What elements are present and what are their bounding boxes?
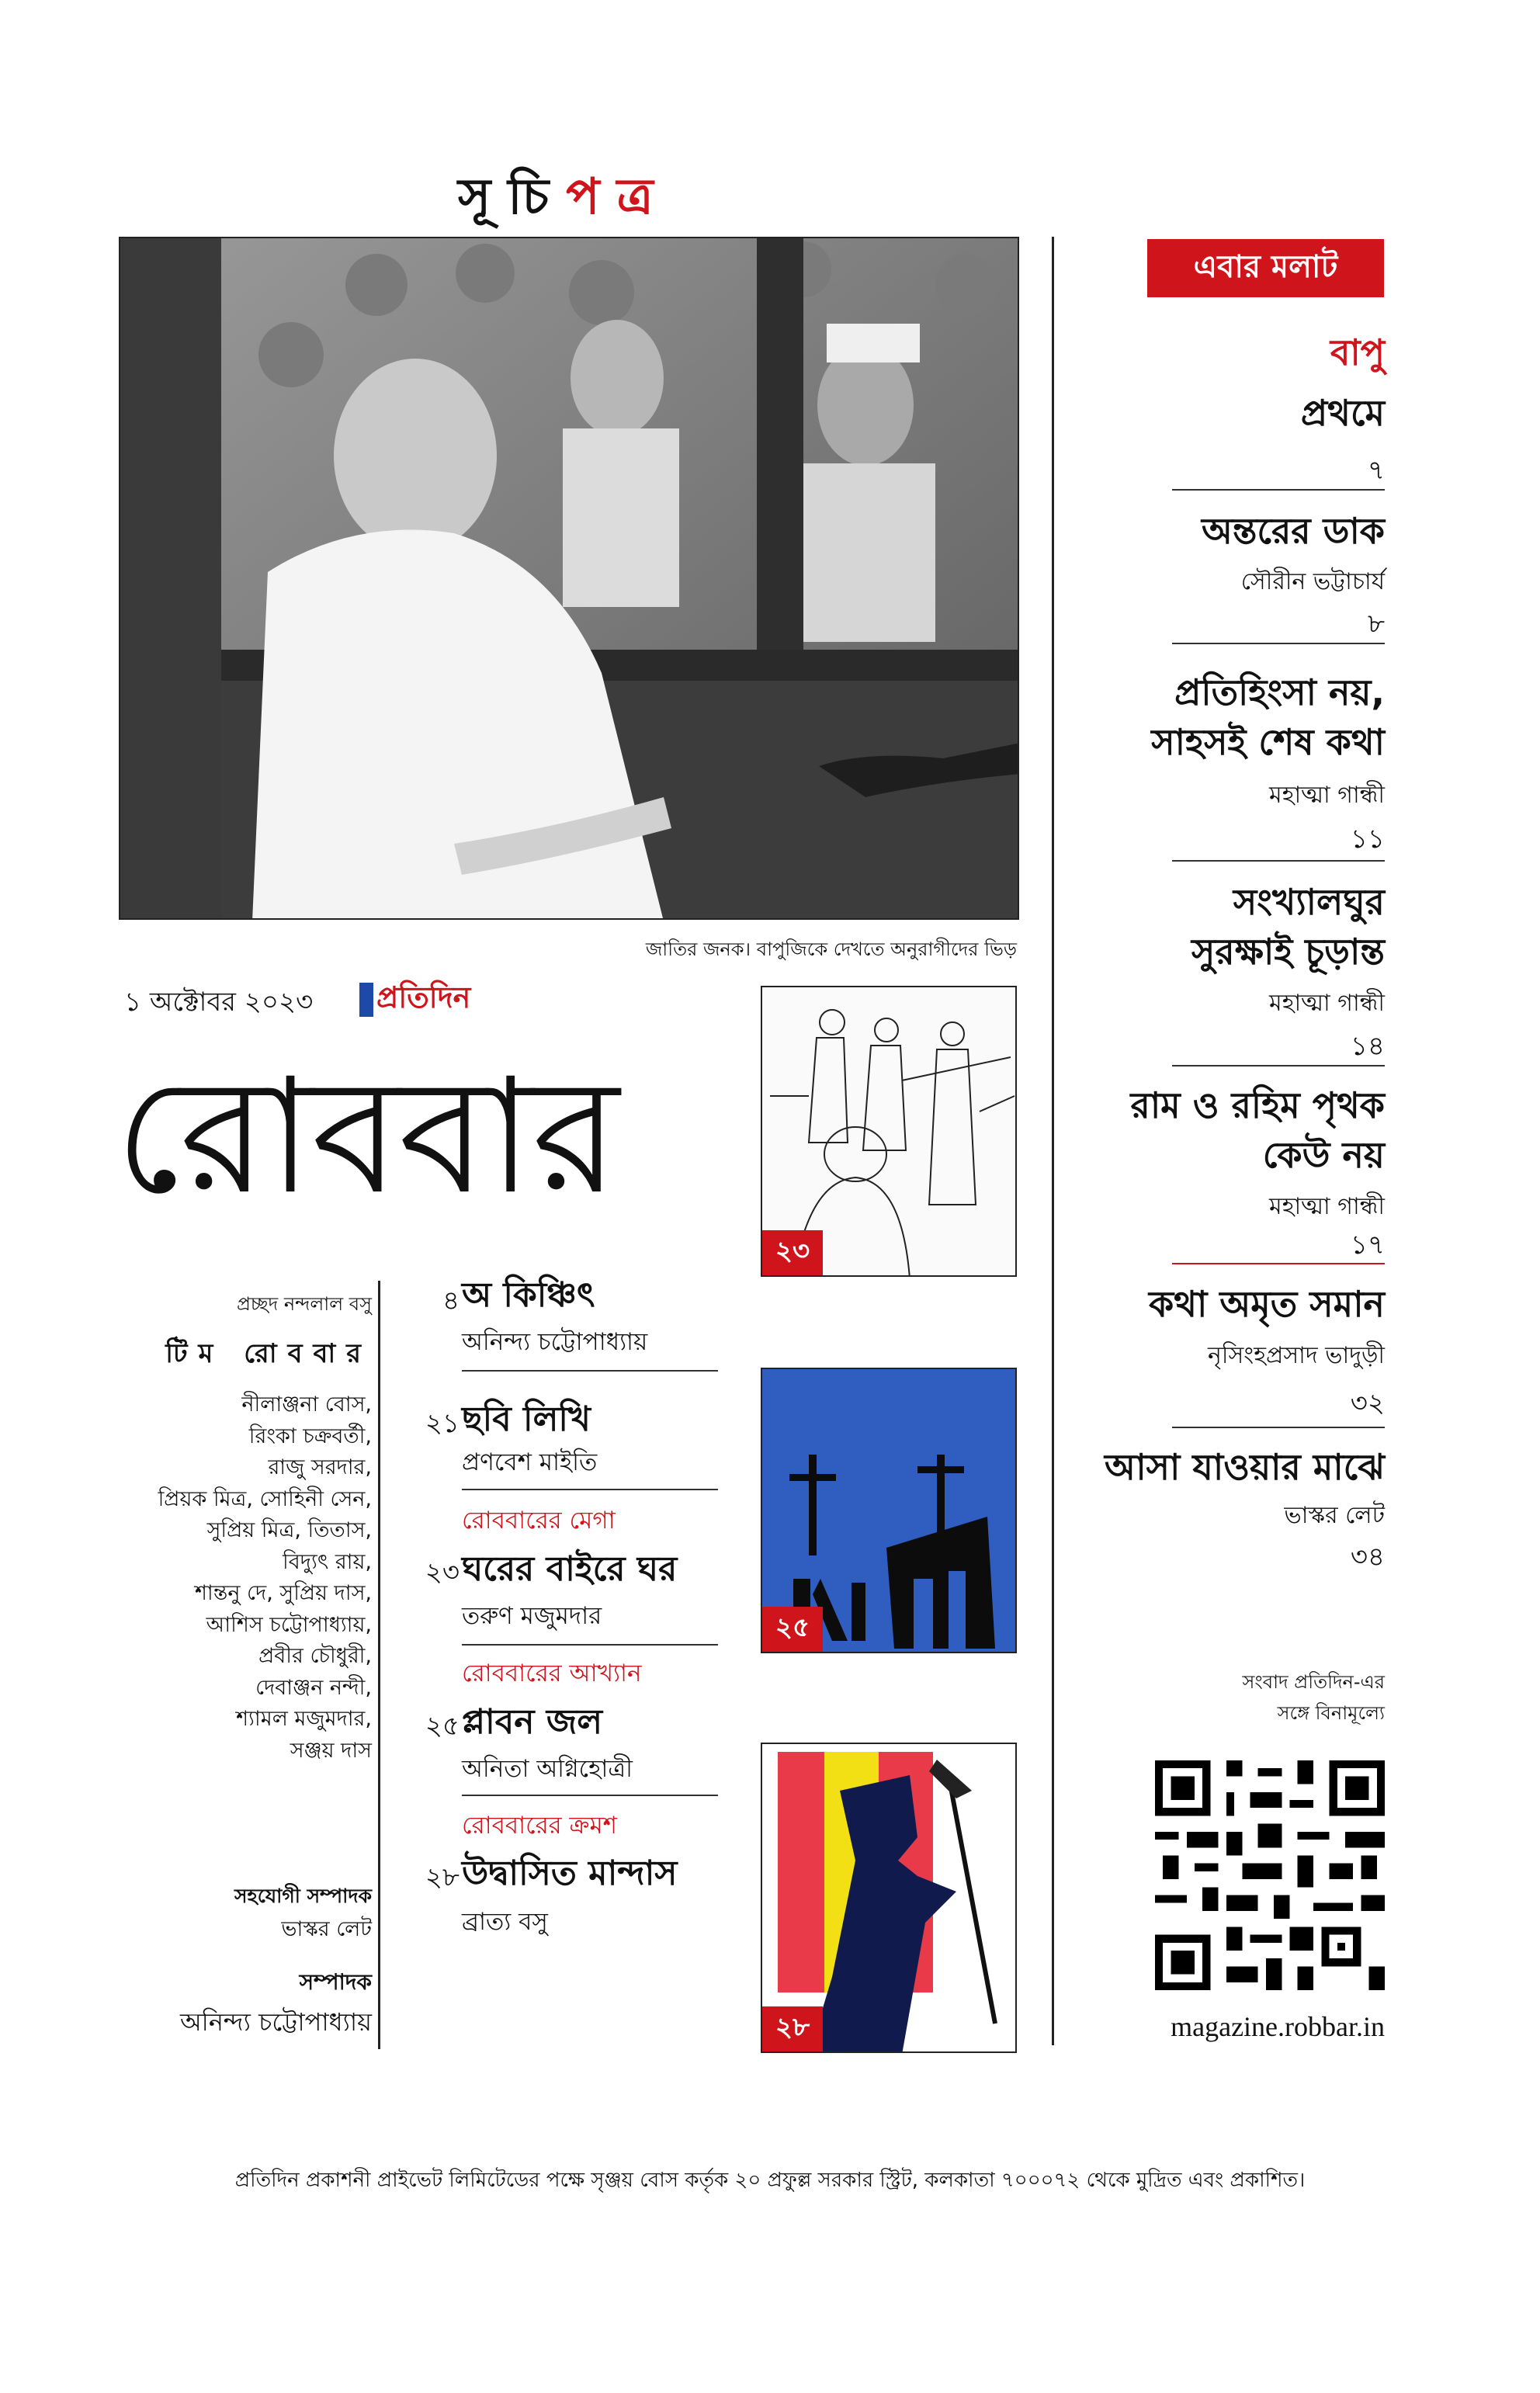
qr-note-line: সংবাদ প্রতিদিন-এর <box>1242 1671 1385 1693</box>
team-member: আশিস চট্টোপাধ্যায়, <box>206 1612 372 1637</box>
cover-item-title: রাম ও রহিম পৃথক <box>1130 1084 1385 1126</box>
cover-photo <box>119 237 1019 920</box>
cover-credit: প্রচ্ছদ নন্দলাল বসু <box>236 1293 372 1315</box>
column-divider <box>1052 237 1054 2045</box>
content-author: অনিতা অগ্নিহোত্রী <box>462 1755 633 1783</box>
brand-logo <box>359 980 470 1020</box>
cover-item-author: মহাত্মা গান্ধী <box>1269 1193 1385 1220</box>
divider <box>462 1489 718 1490</box>
cover-item-page: ৮ <box>1367 609 1385 640</box>
cover-item-page: ১১ <box>1350 824 1385 855</box>
cover-item-title-line2: সাহসই শেষ কথা <box>1151 721 1385 763</box>
cover-item-author: সৌরীন ভট্টাচার্য <box>1240 568 1385 595</box>
thumbnail-page-badge: ২৫ <box>762 1607 823 1652</box>
team-member: প্রিয়ক মিত্র, সোহিনী সেন, <box>158 1486 372 1511</box>
cover-item-author: ভাস্কর লেট <box>1284 1502 1385 1529</box>
cover-item-page: ৩২ <box>1350 1388 1385 1419</box>
team-member: সঞ্জয় দাস <box>290 1738 372 1763</box>
cover-section-heading: বাপু <box>1330 331 1385 373</box>
content-page-number: ২৩ <box>425 1557 460 1588</box>
thumbnail-page-badge: ২৮ <box>762 2006 823 2051</box>
magazine-url[interactable]: magazine.robbar.in <box>1171 2011 1385 2042</box>
photo-caption: জাতির জনক। বাপুজিকে দেখতে অনুরাগীদের ভিড় <box>645 938 1017 960</box>
team-member: রাজু সরদার, <box>268 1455 372 1479</box>
cover-item-title: সংখ্যালঘুর <box>1233 881 1385 923</box>
team-member: নীলাঞ্জনা বোস, <box>241 1392 372 1417</box>
content-section-label: রোববারের আখ্যান <box>462 1659 642 1687</box>
thumbnail-collage <box>761 1743 1017 2053</box>
thumbnail-sketch <box>761 986 1017 1277</box>
team-member: দেবাঞ্জন নন্দী, <box>255 1675 372 1700</box>
divider <box>462 1370 718 1372</box>
cover-item-author: মহাত্মা গান্ধী <box>1269 782 1385 809</box>
title-part-2: পত্র <box>566 168 671 226</box>
editor-name: অনিন্দ্য চট্টোপাধ্যায় <box>179 2007 372 2037</box>
qr-code-icon <box>1155 1760 1385 1990</box>
masthead-title: রোববার <box>115 1045 618 1229</box>
content-author: ব্রাত্য বসু <box>462 1908 548 1936</box>
cover-item-title: প্রতিহিংসা নয়, <box>1174 671 1385 713</box>
team-member: বিদ্যুৎ রায়, <box>283 1549 372 1574</box>
content-page-number: ২৮ <box>425 1862 460 1893</box>
credits-divider <box>378 1281 380 2049</box>
cover-item-page: ১৪ <box>1350 1031 1385 1062</box>
content-title: ঘরের বাইরে ঘর <box>462 1549 678 1589</box>
brand-name: প্রতিদিন <box>376 980 471 1014</box>
page-title <box>458 159 671 242</box>
brand-emblem-icon <box>359 983 373 1017</box>
thumbnail-page-badge: ২৩ <box>762 1230 823 1275</box>
cover-item-title: কথা অমৃত সমান <box>1149 1283 1385 1325</box>
divider <box>1172 643 1385 644</box>
divider <box>1172 1427 1385 1428</box>
qr-note-line: সঙ্গে বিনামূল্যে <box>1277 1702 1385 1724</box>
content-author: প্রণবেশ মাইতি <box>462 1448 598 1476</box>
content-section-label: রোববারের মেগা <box>462 1507 616 1535</box>
associate-editor-label: সহযোগী সম্পাদক <box>234 1885 372 1907</box>
divider <box>462 1644 718 1646</box>
cover-item-page: ৭ <box>1367 455 1385 486</box>
issue-date: ১ অক্টোবর ২০২৩ <box>124 987 314 1018</box>
team-title: টিম রোববার <box>165 1338 372 1369</box>
cover-item-title: অন্তরের ডাক <box>1201 510 1385 552</box>
content-section-label: রোববারের ক্রমশ <box>462 1812 618 1840</box>
divider <box>1172 1065 1385 1066</box>
cover-item-page: ১৭ <box>1350 1229 1385 1261</box>
content-title: অ কিঞ্চিৎ <box>462 1275 595 1315</box>
team-member: রিংকা চক্রবর্তী, <box>248 1424 372 1448</box>
editor-label: সম্পাদক <box>299 1969 372 1995</box>
team-member: সুপ্রিয় মিত্র, তিতাস, <box>206 1518 372 1542</box>
associate-editor-name: ভাস্কর লেট <box>281 1917 372 1941</box>
cover-item-title-line2: সুরক্ষাই চূড়ান্ত <box>1191 931 1385 973</box>
team-member: শান্তনু দে, সুপ্রিয় দাস, <box>194 1581 372 1605</box>
content-title: ছবি লিখি <box>462 1399 591 1439</box>
cover-item-title-line2: কেউ নয় <box>1262 1134 1385 1176</box>
cover-item-title: প্রথমে <box>1300 392 1385 434</box>
thumbnail-painting <box>761 1368 1017 1653</box>
content-title: উদ্বাসিত মান্দাস <box>462 1854 678 1893</box>
team-list <box>158 1389 372 1767</box>
team-member: শ্যামল মজুমদার, <box>236 1707 372 1731</box>
divider <box>462 1795 718 1796</box>
team-member: প্রবীর চৌধুরী, <box>258 1644 372 1668</box>
content-title: প্লাবন জল <box>462 1702 603 1742</box>
cover-item-author: নৃসিংহপ্রসাদ ভাদুড়ী <box>1207 1342 1385 1369</box>
divider <box>1172 860 1385 862</box>
cover-item-page: ৩৪ <box>1350 1542 1385 1573</box>
content-author: তরুণ মজুমদার <box>462 1602 602 1630</box>
title-part-1: সূচি <box>458 168 567 226</box>
cover-item-author: মহাত্মা গান্ধী <box>1269 990 1385 1017</box>
publisher-imprint: প্রতিদিন প্রকাশনী প্রাইভেট লিমিটেডের পক্ষে সৃঞ্জয় বোস কর্তৃক ২০ প্রফুল্ল সরকার স্ট্রিট, কলকাতা ৭০০০৭২ থেকে মুদ্রিত এবং প্রকাশিত। <box>234 2169 1306 2192</box>
content-page-number: ২১ <box>425 1408 460 1439</box>
cover-item-title: আসা যাওয়ার মাঝে <box>1104 1446 1385 1488</box>
qr-code[interactable] <box>1155 1760 1385 1990</box>
divider <box>1172 489 1385 491</box>
qr-note <box>1243 1666 1385 1729</box>
divider <box>1172 1263 1385 1264</box>
content-author: অনিন্দ্য চট্টোপাধ্যায় <box>462 1328 648 1356</box>
content-page-number: ৪ <box>442 1285 460 1316</box>
content-page-number: ২৫ <box>425 1711 460 1742</box>
cover-photo-illustration <box>120 238 1019 920</box>
cover-section-tag: এবার মলাট <box>1147 239 1384 297</box>
